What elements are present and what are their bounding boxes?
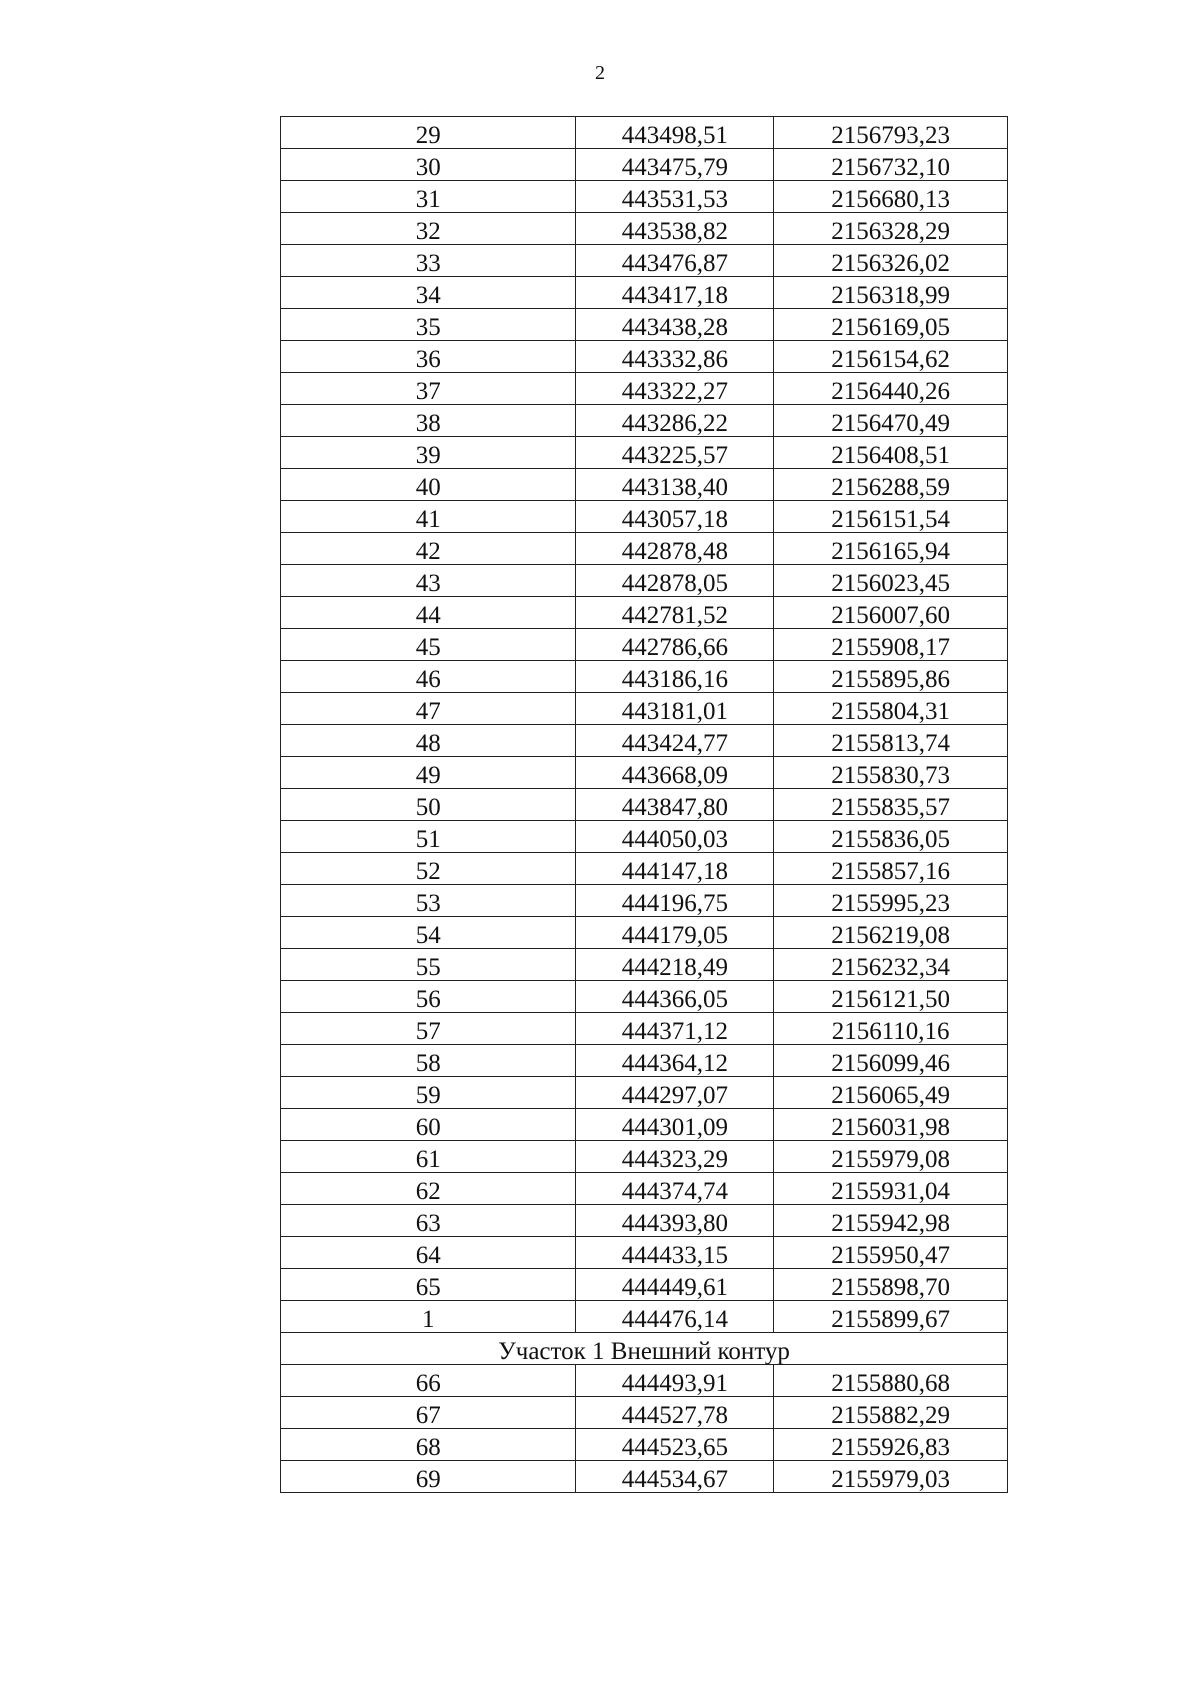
point-number-cell: 61 bbox=[281, 1141, 576, 1173]
table-row bbox=[281, 1269, 1008, 1301]
table-row bbox=[281, 277, 1008, 309]
y-coordinate-cell: 2156326,02 bbox=[774, 245, 1008, 277]
x-coordinate-cell: 444433,15 bbox=[576, 1237, 774, 1269]
x-coordinate-cell: 444323,29 bbox=[576, 1141, 774, 1173]
x-coordinate-cell: 444371,12 bbox=[576, 1013, 774, 1045]
table-row bbox=[281, 149, 1008, 181]
section-row bbox=[281, 1333, 1008, 1365]
y-coordinate-cell: 2155979,08 bbox=[774, 1141, 1008, 1173]
y-coordinate-cell: 2155813,74 bbox=[774, 725, 1008, 757]
y-coordinate-cell: 2156732,10 bbox=[774, 149, 1008, 181]
x-coordinate-cell: 443668,09 bbox=[576, 757, 774, 789]
table-row bbox=[281, 1429, 1008, 1461]
y-coordinate-cell: 2155942,98 bbox=[774, 1205, 1008, 1237]
point-number-cell: 30 bbox=[281, 149, 576, 181]
table-row bbox=[281, 405, 1008, 437]
y-coordinate-cell: 2156408,51 bbox=[774, 437, 1008, 469]
x-coordinate-cell: 443538,82 bbox=[576, 213, 774, 245]
x-coordinate-cell: 443332,86 bbox=[576, 341, 774, 373]
y-coordinate-cell: 2156169,05 bbox=[774, 309, 1008, 341]
table-row bbox=[281, 1365, 1008, 1397]
x-coordinate-cell: 443476,87 bbox=[576, 245, 774, 277]
point-number-cell: 46 bbox=[281, 661, 576, 693]
table-row bbox=[281, 245, 1008, 277]
point-number-cell: 58 bbox=[281, 1045, 576, 1077]
point-number-cell: 54 bbox=[281, 917, 576, 949]
table-row bbox=[281, 501, 1008, 533]
point-number-cell: 29 bbox=[281, 117, 576, 149]
point-number-cell: 59 bbox=[281, 1077, 576, 1109]
table-row bbox=[281, 117, 1008, 149]
table-row bbox=[281, 1141, 1008, 1173]
x-coordinate-cell: 443498,51 bbox=[576, 117, 774, 149]
y-coordinate-cell: 2155882,29 bbox=[774, 1397, 1008, 1429]
table-row bbox=[281, 1205, 1008, 1237]
y-coordinate-cell: 2155836,05 bbox=[774, 821, 1008, 853]
table-row bbox=[281, 1301, 1008, 1333]
x-coordinate-cell: 444179,05 bbox=[576, 917, 774, 949]
table-row bbox=[281, 725, 1008, 757]
y-coordinate-cell: 2155895,86 bbox=[774, 661, 1008, 693]
x-coordinate-cell: 442878,05 bbox=[576, 565, 774, 597]
x-coordinate-cell: 443531,53 bbox=[576, 181, 774, 213]
page-number: 2 bbox=[595, 62, 605, 84]
point-number-cell: 37 bbox=[281, 373, 576, 405]
x-coordinate-cell: 443424,77 bbox=[576, 725, 774, 757]
section-title: Участок 1 Внешний контур bbox=[281, 1333, 1008, 1365]
table-row bbox=[281, 1045, 1008, 1077]
point-number-cell: 63 bbox=[281, 1205, 576, 1237]
table-row bbox=[281, 917, 1008, 949]
y-coordinate-cell: 2156232,34 bbox=[774, 949, 1008, 981]
x-coordinate-cell: 442786,66 bbox=[576, 629, 774, 661]
x-coordinate-cell: 444476,14 bbox=[576, 1301, 774, 1333]
x-coordinate-cell: 444196,75 bbox=[576, 885, 774, 917]
y-coordinate-cell: 2155908,17 bbox=[774, 629, 1008, 661]
y-coordinate-cell: 2155979,03 bbox=[774, 1461, 1008, 1493]
table-row bbox=[281, 789, 1008, 821]
x-coordinate-cell: 443847,80 bbox=[576, 789, 774, 821]
y-coordinate-cell: 2155835,57 bbox=[774, 789, 1008, 821]
y-coordinate-cell: 2155857,16 bbox=[774, 853, 1008, 885]
point-number-cell: 69 bbox=[281, 1461, 576, 1493]
table-row bbox=[281, 213, 1008, 245]
x-coordinate-cell: 444050,03 bbox=[576, 821, 774, 853]
table-row bbox=[281, 533, 1008, 565]
table-row bbox=[281, 373, 1008, 405]
y-coordinate-cell: 2156793,23 bbox=[774, 117, 1008, 149]
table-row bbox=[281, 1109, 1008, 1141]
point-number-cell: 68 bbox=[281, 1429, 576, 1461]
x-coordinate-cell: 444393,80 bbox=[576, 1205, 774, 1237]
x-coordinate-cell: 444364,12 bbox=[576, 1045, 774, 1077]
coordinates-table bbox=[280, 116, 1008, 1493]
x-coordinate-cell: 443322,27 bbox=[576, 373, 774, 405]
table-row bbox=[281, 1013, 1008, 1045]
y-coordinate-cell: 2156023,45 bbox=[774, 565, 1008, 597]
point-number-cell: 33 bbox=[281, 245, 576, 277]
point-number-cell: 64 bbox=[281, 1237, 576, 1269]
point-number-cell: 52 bbox=[281, 853, 576, 885]
point-number-cell: 1 bbox=[281, 1301, 576, 1333]
y-coordinate-cell: 2155899,67 bbox=[774, 1301, 1008, 1333]
y-coordinate-cell: 2156154,62 bbox=[774, 341, 1008, 373]
point-number-cell: 42 bbox=[281, 533, 576, 565]
x-coordinate-cell: 442878,48 bbox=[576, 533, 774, 565]
point-number-cell: 35 bbox=[281, 309, 576, 341]
point-number-cell: 47 bbox=[281, 693, 576, 725]
y-coordinate-cell: 2156440,26 bbox=[774, 373, 1008, 405]
table-row bbox=[281, 181, 1008, 213]
point-number-cell: 62 bbox=[281, 1173, 576, 1205]
point-number-cell: 55 bbox=[281, 949, 576, 981]
x-coordinate-cell: 444523,65 bbox=[576, 1429, 774, 1461]
table-row bbox=[281, 565, 1008, 597]
table-row bbox=[281, 949, 1008, 981]
point-number-cell: 53 bbox=[281, 885, 576, 917]
table-row bbox=[281, 661, 1008, 693]
x-coordinate-cell: 443225,57 bbox=[576, 437, 774, 469]
point-number-cell: 36 bbox=[281, 341, 576, 373]
table-row bbox=[281, 309, 1008, 341]
point-number-cell: 40 bbox=[281, 469, 576, 501]
x-coordinate-cell: 444493,91 bbox=[576, 1365, 774, 1397]
x-coordinate-cell: 444527,78 bbox=[576, 1397, 774, 1429]
y-coordinate-cell: 2156121,50 bbox=[774, 981, 1008, 1013]
table-row bbox=[281, 1461, 1008, 1493]
point-number-cell: 41 bbox=[281, 501, 576, 533]
table-row bbox=[281, 437, 1008, 469]
x-coordinate-cell: 443286,22 bbox=[576, 405, 774, 437]
table-row bbox=[281, 1237, 1008, 1269]
y-coordinate-cell: 2155950,47 bbox=[774, 1237, 1008, 1269]
point-number-cell: 51 bbox=[281, 821, 576, 853]
x-coordinate-cell: 444301,09 bbox=[576, 1109, 774, 1141]
y-coordinate-cell: 2155926,83 bbox=[774, 1429, 1008, 1461]
y-coordinate-cell: 2155931,04 bbox=[774, 1173, 1008, 1205]
point-number-cell: 66 bbox=[281, 1365, 576, 1397]
point-number-cell: 39 bbox=[281, 437, 576, 469]
point-number-cell: 32 bbox=[281, 213, 576, 245]
x-coordinate-cell: 443417,18 bbox=[576, 277, 774, 309]
point-number-cell: 67 bbox=[281, 1397, 576, 1429]
point-number-cell: 45 bbox=[281, 629, 576, 661]
table-row bbox=[281, 629, 1008, 661]
x-coordinate-cell: 444147,18 bbox=[576, 853, 774, 885]
x-coordinate-cell: 443186,16 bbox=[576, 661, 774, 693]
y-coordinate-cell: 2156165,94 bbox=[774, 533, 1008, 565]
x-coordinate-cell: 443138,40 bbox=[576, 469, 774, 501]
x-coordinate-cell: 443181,01 bbox=[576, 693, 774, 725]
x-coordinate-cell: 443475,79 bbox=[576, 149, 774, 181]
y-coordinate-cell: 2155995,23 bbox=[774, 885, 1008, 917]
table-row bbox=[281, 885, 1008, 917]
table-row bbox=[281, 757, 1008, 789]
y-coordinate-cell: 2156470,49 bbox=[774, 405, 1008, 437]
point-number-cell: 48 bbox=[281, 725, 576, 757]
y-coordinate-cell: 2156288,59 bbox=[774, 469, 1008, 501]
y-coordinate-cell: 2156219,08 bbox=[774, 917, 1008, 949]
y-coordinate-cell: 2156328,29 bbox=[774, 213, 1008, 245]
table-row bbox=[281, 1077, 1008, 1109]
y-coordinate-cell: 2156318,99 bbox=[774, 277, 1008, 309]
point-number-cell: 49 bbox=[281, 757, 576, 789]
y-coordinate-cell: 2156065,49 bbox=[774, 1077, 1008, 1109]
table-row bbox=[281, 341, 1008, 373]
point-number-cell: 38 bbox=[281, 405, 576, 437]
x-coordinate-cell: 444534,67 bbox=[576, 1461, 774, 1493]
x-coordinate-cell: 443057,18 bbox=[576, 501, 774, 533]
table-row bbox=[281, 981, 1008, 1013]
y-coordinate-cell: 2155898,70 bbox=[774, 1269, 1008, 1301]
table-row bbox=[281, 693, 1008, 725]
point-number-cell: 31 bbox=[281, 181, 576, 213]
y-coordinate-cell: 2156099,46 bbox=[774, 1045, 1008, 1077]
point-number-cell: 34 bbox=[281, 277, 576, 309]
x-coordinate-cell: 444374,74 bbox=[576, 1173, 774, 1205]
y-coordinate-cell: 2156151,54 bbox=[774, 501, 1008, 533]
x-coordinate-cell: 444297,07 bbox=[576, 1077, 774, 1109]
x-coordinate-cell: 444218,49 bbox=[576, 949, 774, 981]
x-coordinate-cell: 444449,61 bbox=[576, 1269, 774, 1301]
y-coordinate-cell: 2155830,73 bbox=[774, 757, 1008, 789]
y-coordinate-cell: 2156007,60 bbox=[774, 597, 1008, 629]
point-number-cell: 43 bbox=[281, 565, 576, 597]
point-number-cell: 57 bbox=[281, 1013, 576, 1045]
table-row bbox=[281, 1397, 1008, 1429]
table-row bbox=[281, 469, 1008, 501]
table-row bbox=[281, 1173, 1008, 1205]
coordinates-table-body bbox=[281, 117, 1008, 1493]
y-coordinate-cell: 2155804,31 bbox=[774, 693, 1008, 725]
table-row bbox=[281, 597, 1008, 629]
y-coordinate-cell: 2156110,16 bbox=[774, 1013, 1008, 1045]
point-number-cell: 65 bbox=[281, 1269, 576, 1301]
x-coordinate-cell: 444366,05 bbox=[576, 981, 774, 1013]
x-coordinate-cell: 442781,52 bbox=[576, 597, 774, 629]
table-row bbox=[281, 853, 1008, 885]
point-number-cell: 60 bbox=[281, 1109, 576, 1141]
point-number-cell: 56 bbox=[281, 981, 576, 1013]
x-coordinate-cell: 443438,28 bbox=[576, 309, 774, 341]
point-number-cell: 44 bbox=[281, 597, 576, 629]
y-coordinate-cell: 2155880,68 bbox=[774, 1365, 1008, 1397]
y-coordinate-cell: 2156031,98 bbox=[774, 1109, 1008, 1141]
point-number-cell: 50 bbox=[281, 789, 576, 821]
table-row bbox=[281, 821, 1008, 853]
y-coordinate-cell: 2156680,13 bbox=[774, 181, 1008, 213]
